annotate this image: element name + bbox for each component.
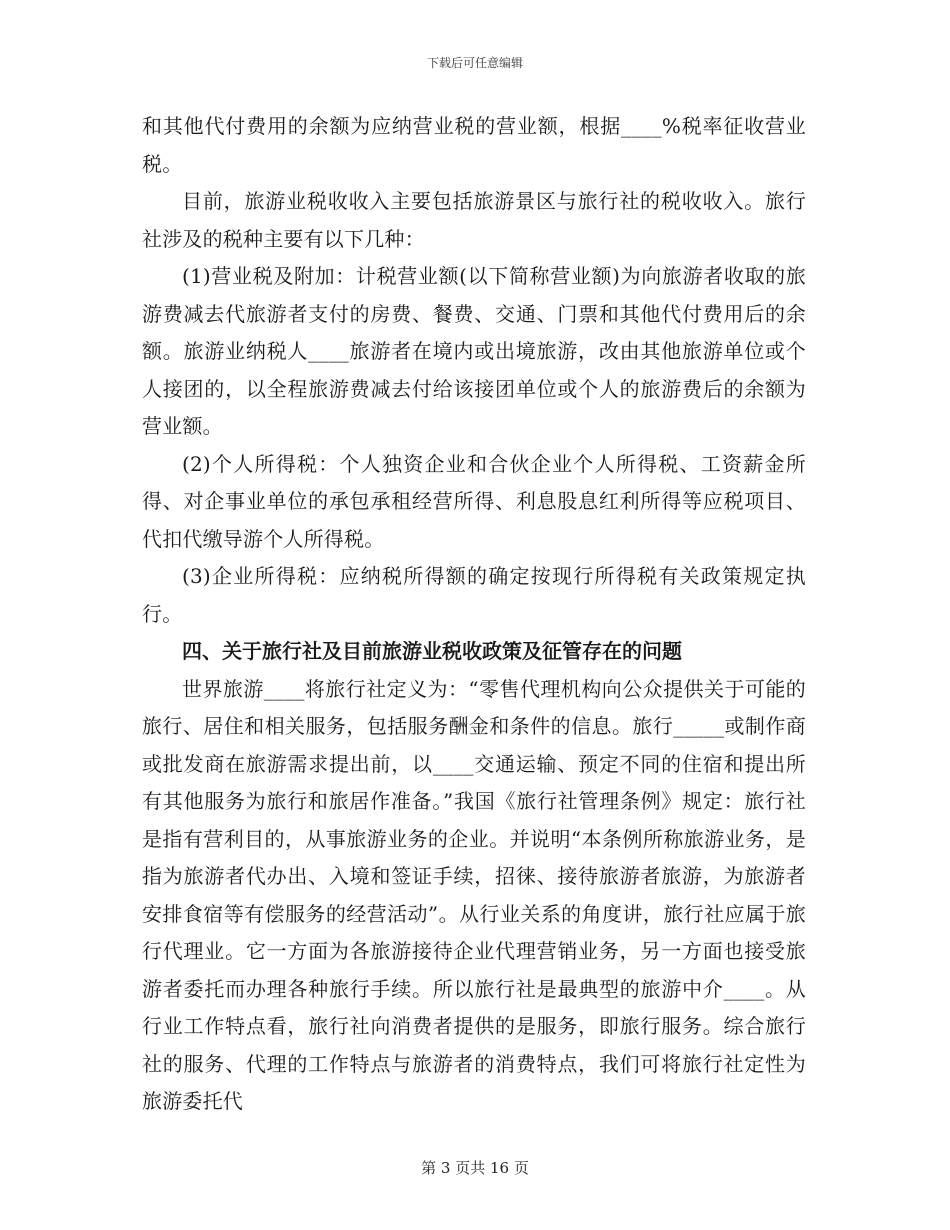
paragraph-continuation: 和其他代付费用的余额为应纳营业税的营业额，根据____%税率征收营业税。 bbox=[142, 114, 806, 176]
page-footer: 第 3 页共 16 页 bbox=[421, 1159, 529, 1177]
paragraph-section-body: 世界旅游____将旅行社定义为：“零售代理机构向公众提供关于可能的旅行、居住和相关服务，包括服务酬金和条件的信息。旅行_____或制作商或批发商在旅游需求提出前，以____交通运输、预定不同的住宿和提出所有其他服务为旅行和旅居作准备。”我国《旅行社管理条例》规定：旅行社是指有营利目的，从事旅游业务的企业。并说明“本条例所称旅游业务，是指为旅游者代办出、入境和签证手续，招徕、接待旅游者旅游，为旅游者安排食宿等有偿服务的经营活动”。从行业关系的角度讲，旅行社应属于旅行代理业。它一方面为各旅游接待企业代理营销业务，另一方面也接受旅游者委托而办理各种旅行手续。所以旅行社是最典型的旅游中介____。从行业工作特点看，旅行社向消费者提供的是服务，即旅行服务。综合旅行社的服务、代理的工作特点与旅游者的消费特点，我们可将旅行社定性为旅游委托代 bbox=[142, 676, 806, 1113]
page-header: 下载后可任意编辑 bbox=[426, 56, 523, 70]
paragraph-intro: 目前，旅游业税收收入主要包括旅游景区与旅行社的税收收入。旅行社涉及的税种主要有以下几种： bbox=[142, 189, 806, 251]
paragraph-item-1: (1)营业税及附加：计税营业额(以下简称营业额)为向旅游者收取的旅游费减去代旅游者支付的房费、餐费、交通、门票和其他代付费用后的余额。旅游业纳税人____旅游者在境内或出境旅游，改由其他旅游单位或个人接团的，以全程旅游费减去付给该接团单位或个人的旅游费后的余额为营业额。 bbox=[142, 264, 806, 438]
section-heading: 四、关于旅行社及目前旅游业税收政策及征管存在的问题 bbox=[182, 639, 682, 663]
document-body bbox=[142, 108, 806, 1121]
paragraph-item-2: (2)个人所得税：个人独资企业和合伙企业个人所得税、工资薪金所得、对企事业单位的承包承租经营所得、利息股息红利所得等应税项目、代扣代缴导游个人所得税。 bbox=[142, 451, 806, 551]
paragraph-item-3: (3)企业所得税：应纳税所得额的确定按现行所得税有关政策规定执行。 bbox=[142, 564, 806, 626]
